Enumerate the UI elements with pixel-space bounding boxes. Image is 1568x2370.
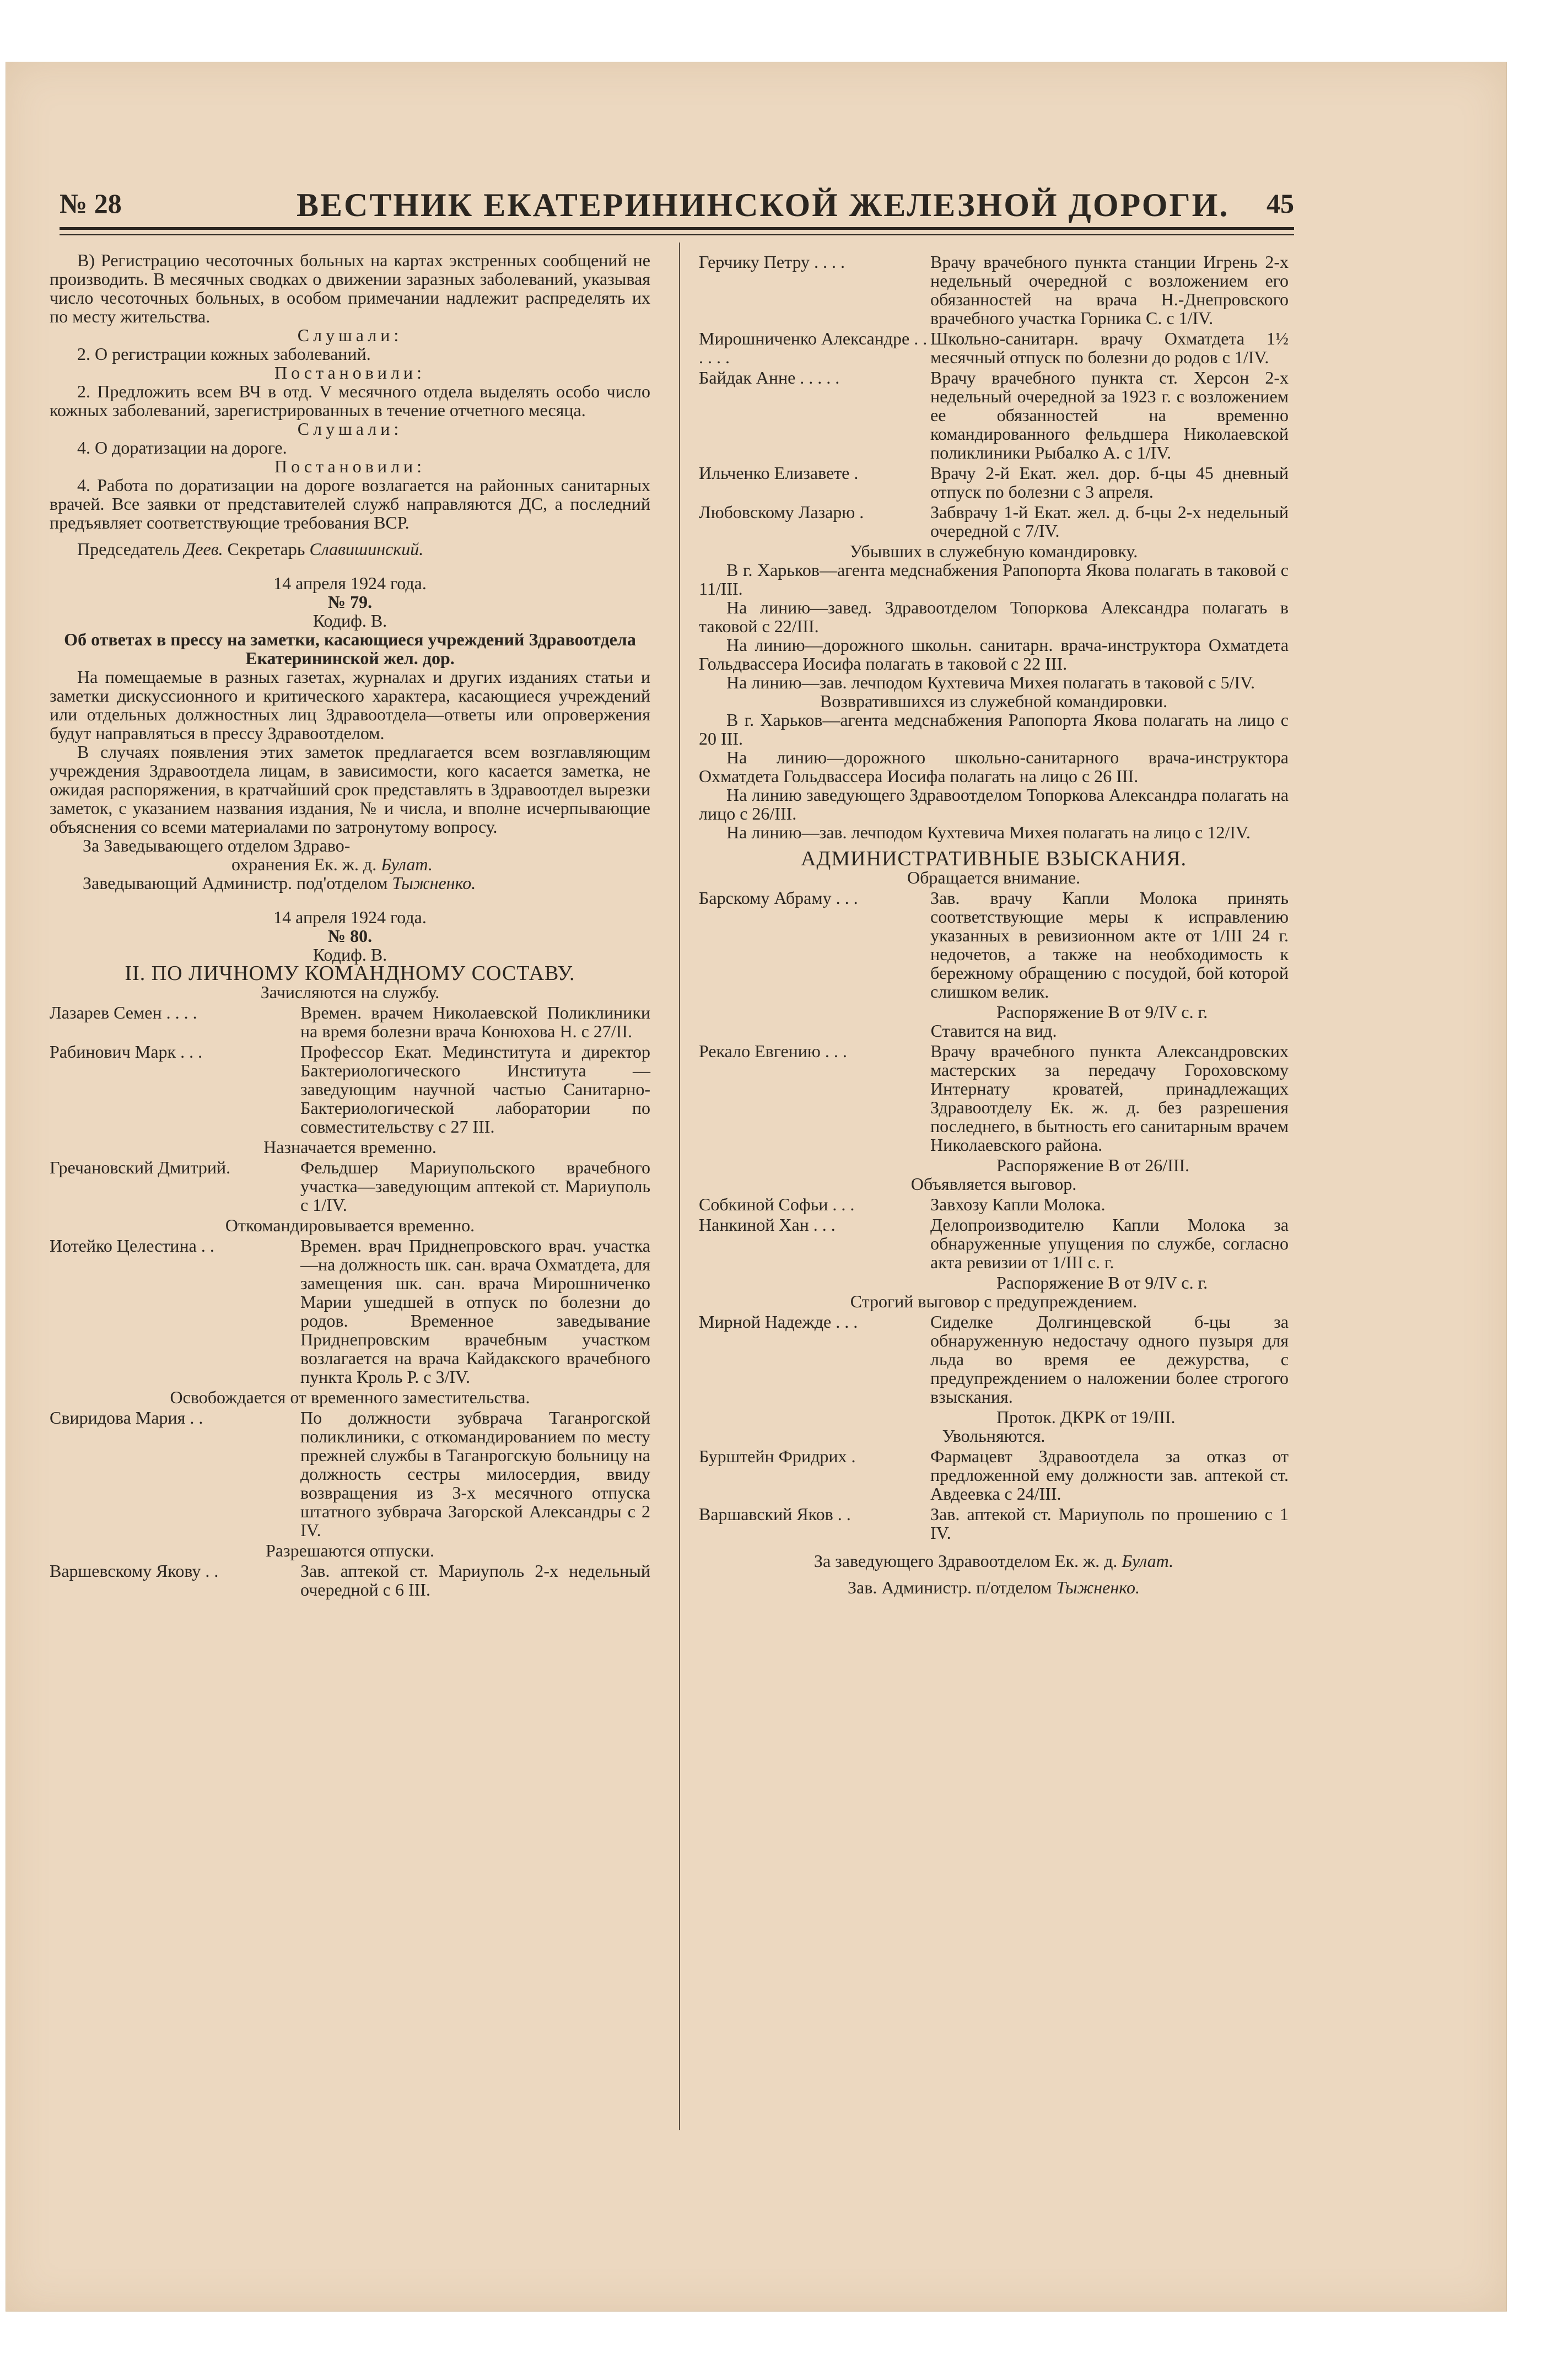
paragraph: В г. Харьков—агента медснабжения Рапопорта Якова полагать в таковой с 11/III. [699,560,1289,599]
order-reference: Проток. ДКРК от 19/III. [996,1407,1176,1427]
page-number: 45 [1267,188,1294,219]
subheading: Ставится на вид. [930,1021,1057,1041]
header-rule [60,227,1294,235]
order-reference: Распоряжение В от 26/III. [996,1155,1190,1175]
paragraph: 4. О доратизации на дороге. [77,438,287,457]
left-column [50,251,650,1601]
paragraph: На линию—дорожного школьно-санитарного врача-инструктора Охматдета Гольдвассера Иосифа полагать на лицо с 26 III. [699,747,1289,786]
slushali-heading: Слушали: [297,325,403,345]
page-header [60,187,1294,226]
paragraph: На линию—зав. лечподом Кухтевича Михея полагать в таковой с 5/IV. [726,672,1255,692]
penalty-entry: Собкиной Софьи . . . Завхозу Капли Молока. [699,1194,1106,1214]
subheading: Зачисляются на службу. [260,982,440,1002]
paragraph: В случаях появления этих заметок предлагается всем возглавляющим учреждения Здравоотдела лицам, в зависимости, кого касается заметка, не ожидая распоряжения, в кратчайший срок представлять в Здравоотдел вырезки заметок, с указанием названия издания, № и числа, и вполне исчерпывающие объяснения со всеми материалами по затронутому вопросу. [50,742,650,837]
personnel-entry: Байдак Анне . . . . . Врачу врачебного пункта ст. Херсон 2-х недельный очередной за 1923 г. с возложением ее обязанностей на временно командированного фельдшера Николаевской поликлиники Рыбалко А. с 1/IV. [699,368,1289,462]
paragraph: На линию—дорожного школьн. санитарн. врача-инструктора Охматдета Гольдвассера Иосифа полагать в таковой с 22 III. [699,635,1289,674]
penalty-entry: Варшавский Яков . . Зав. аптекой ст. Мариуполь по прошению с 1 IV. [699,1504,1289,1543]
section-heading: II. ПО ЛИЧНОМУ КОМАНДНОМУ СОСТАВУ. [125,962,575,985]
personnel-entry: Ильченко Елизавете . Врачу 2-й Екат. жел. дор. б-цы 45 дневный отпуск по болезни с 3 апреля. [699,463,1289,502]
personnel-entry: Гречановский Дмитрий. Фельдшер Мариупольского врачебного участка—заведующим аптекой ст. Мариуполь с 1/IV. [50,1157,650,1215]
paragraph: 2. О регистрации кожных заболеваний. [77,344,371,364]
subheading: Освобождается от временного заместительства. [170,1387,530,1407]
kodif: Кодиф. В. [312,945,387,965]
kodif: Кодиф. В. [312,611,387,631]
penalty-entry: Рекало Евгению . . . Врачу врачебного пункта Александровских мастерских за передачу Гороховскому Интернату кроватей, принадлежащих Здравоотделу Ек. ж. д. без разрешения последнего, в бытность его санитарным врачем Николаевского района. [699,1041,1289,1155]
signature-line: Заведывающий Администр. под'отделом Тыжненко. [83,873,476,893]
personnel-entry: Герчику Петру . . . . Врачу врачебного пункта станции Игрень 2-х недельный очередной с возложением его обязанностей на врача Н.-Днепровского врачебного участка Горника С. с 1/IV. [699,252,1289,328]
personnel-entry: Свиридова Мария . . По должности зубврача Таганрогской поликлиники, с откомандированием по месту прежней службы в Таганрогскую больницу на должность сестры милосердия, ввиду возвращения из 3-х месячного отпуска штатного зубврача Загорской Александры с 2 IV. [50,1408,650,1540]
newspaper-title: ВЕСТНИК ЕКАТЕРИНИНСКОЙ ЖЕЛЕЗНОЙ ДОРОГИ. [297,187,1230,223]
penalty-entry: Бурштейн Фридрих . Фармацевт Здравоотдела за отказ от предложенной ему должности зав. аптекой ст. Авдеевка с 24/III. [699,1446,1289,1504]
penalty-entry: Мирной Надежде . . . Сиделке Долгинцевской б-цы за обнаруженную недостачу одного пузыря для льда во время ее дежурства, с предупреждением о наложении более строгого взыскания. [699,1312,1289,1407]
paragraph: На линию заведующего Здравоотделом Топоркова Александра полагать на лицо с 26/III. [699,785,1289,823]
penalty-entry: Нанкиной Хан . . . Делопроизводителю Капли Молока за обнаруженные упущения по службе, согласно акта ревизии от 1/III с. г. [699,1215,1289,1272]
penalty-entry: Барскому Абраму . . . Зав. врачу Капли Молока принять соответствующие меры к исправлению указанных в ревизионном акте от 1/III 24 г. недочетов, а также на необходимость к бережному обращению с посудой, бой которой слишком велик. [699,888,1289,1001]
paragraph: На линию—завед. Здравоотделом Топоркова Александра полагать в таковой с 22/III. [699,597,1289,636]
issue-number: № 28 [60,188,122,219]
order-number: № 80. [327,926,373,946]
subheading: Откомандировывается временно. [225,1215,475,1235]
paragraph: 2. Предложить всем ВЧ в отд. V месячного отдела выделять особо число кожных заболеваний, зарегистрированных в течение отчетного месяца. [50,381,650,420]
paragraph: На линию—зав. лечподом Кухтевича Михея полагать на лицо с 12/IV. [726,822,1251,842]
chair-signature: Председатель Деев. Секретарь Славишинский. [77,539,424,559]
signature-line: Зав. Администр. п/отделом Тыжненко. [848,1577,1140,1597]
personnel-entry: Рабинович Марк . . . Профессор Екат. Мединститута и директор Бактериологического Института — заведующим научной частью Санитарно-Бактериологической лаборатории по совместительству с 27 III. [50,1042,650,1136]
subheading: Строгий выговор с предупреждением. [850,1291,1138,1311]
paragraph: В) Регистрацию чесоточных больных на картах экстренных сообщений не производить. В месячных сводках о движении заразных заболеваний, указывая число чесоточных больных, в особом примечании надлежит распределять их по месту жительства. [50,250,650,326]
order-date: 14 апреля 1924 года. [273,907,427,927]
right-column [699,251,1289,1597]
subheading: Возвратившихся из служебной командировки. [820,691,1168,711]
signature-line: За Заведывающего отделом Здраво- [83,836,351,855]
subheading: Объявляется выговор. [910,1174,1077,1194]
paragraph: На помещаемые в разных газетах, журналах и других изданиях статьи и заметки дискуссионного и критического характера, касающиеся учреждений или отдельных должностных лиц Здравоотдела—ответы или опровержения будут направляться в прессу Здравоотделом. [50,667,650,743]
signature-line: охранения Ек. ж. д. Булат. [231,854,433,874]
column-divider [679,243,680,2130]
subheading: Разрешаются отпуски. [265,1540,435,1560]
personnel-entry: Иотейко Целестина . . Времен. врач Приднепровского врач. участка—на должность шк. сан. врача Охматдета, для замещения шк. сан. врача Мирошниченко Марии ушедшей в отпуск по болезни до родов. Временное заведывание Приднепровским врачебным участком возлагается на врача Кайдакского врачебного пункта Кроль Р. с 3/IV. [50,1236,650,1387]
order-title: Об ответах в прессу на заметки, касающиеся учреждений Здравоотдела Екатерининской жел. дор. [64,629,636,668]
order-reference: Распоряжение В от 9/IV с. г. [996,1002,1208,1022]
slushali-heading: Слушали: [297,419,403,439]
order-reference: Распоряжение В от 9/IV с. г. [996,1273,1208,1292]
personnel-entry: Любовскому Лазарю . Забврачу 1-й Екат. жел. д. б-цы 2-х недельный очередной с 7/IV. [699,502,1289,541]
paragraph: 4. Работа по доратизации на дороге возлагается на районных санитарных врачей. Все заявки от представителей служб направляются ДС, а последний предъявляет соответствующие требования ВСР. [50,475,650,532]
personnel-entry: Мирошниченко Александре . . . . . . Школьно-санитарн. врачу Охматдета 1½ месячный отпуск по болезни до родов с 1/IV. [699,328,1289,367]
subheading: Увольняются. [942,1426,1046,1446]
signature-line: За заведующего Здравоотделом Ек. ж. д. Булат. [813,1551,1174,1571]
personnel-entry: Варшевскому Якову . . Зав. аптекой ст. Мариуполь 2-х недельный очередной с 6 III. [50,1561,650,1599]
subheading: Назначается временно. [263,1137,437,1157]
order-date: 14 апреля 1924 года. [273,573,427,593]
postanovili-heading: Постановили: [274,456,426,476]
subheading: Убывших в служебную командировку. [849,541,1138,561]
subheading: Обращается внимание. [907,868,1080,887]
paragraph: В г. Харьков—агента медснабжения Рапопорта Якова полагать на лицо с 20 III. [699,710,1289,748]
order-number: № 79. [327,592,373,612]
personnel-entry: Лазарев Семен . . . . Времен. врачем Николаевской Поликлиники на время болезни врача Конюхова Н. с 27/II. [50,1003,650,1041]
postanovili-heading: Постановили: [274,363,426,383]
section-heading: АДМИНИСТРАТИВНЫЕ ВЗЫСКАНИЯ. [800,847,1187,870]
